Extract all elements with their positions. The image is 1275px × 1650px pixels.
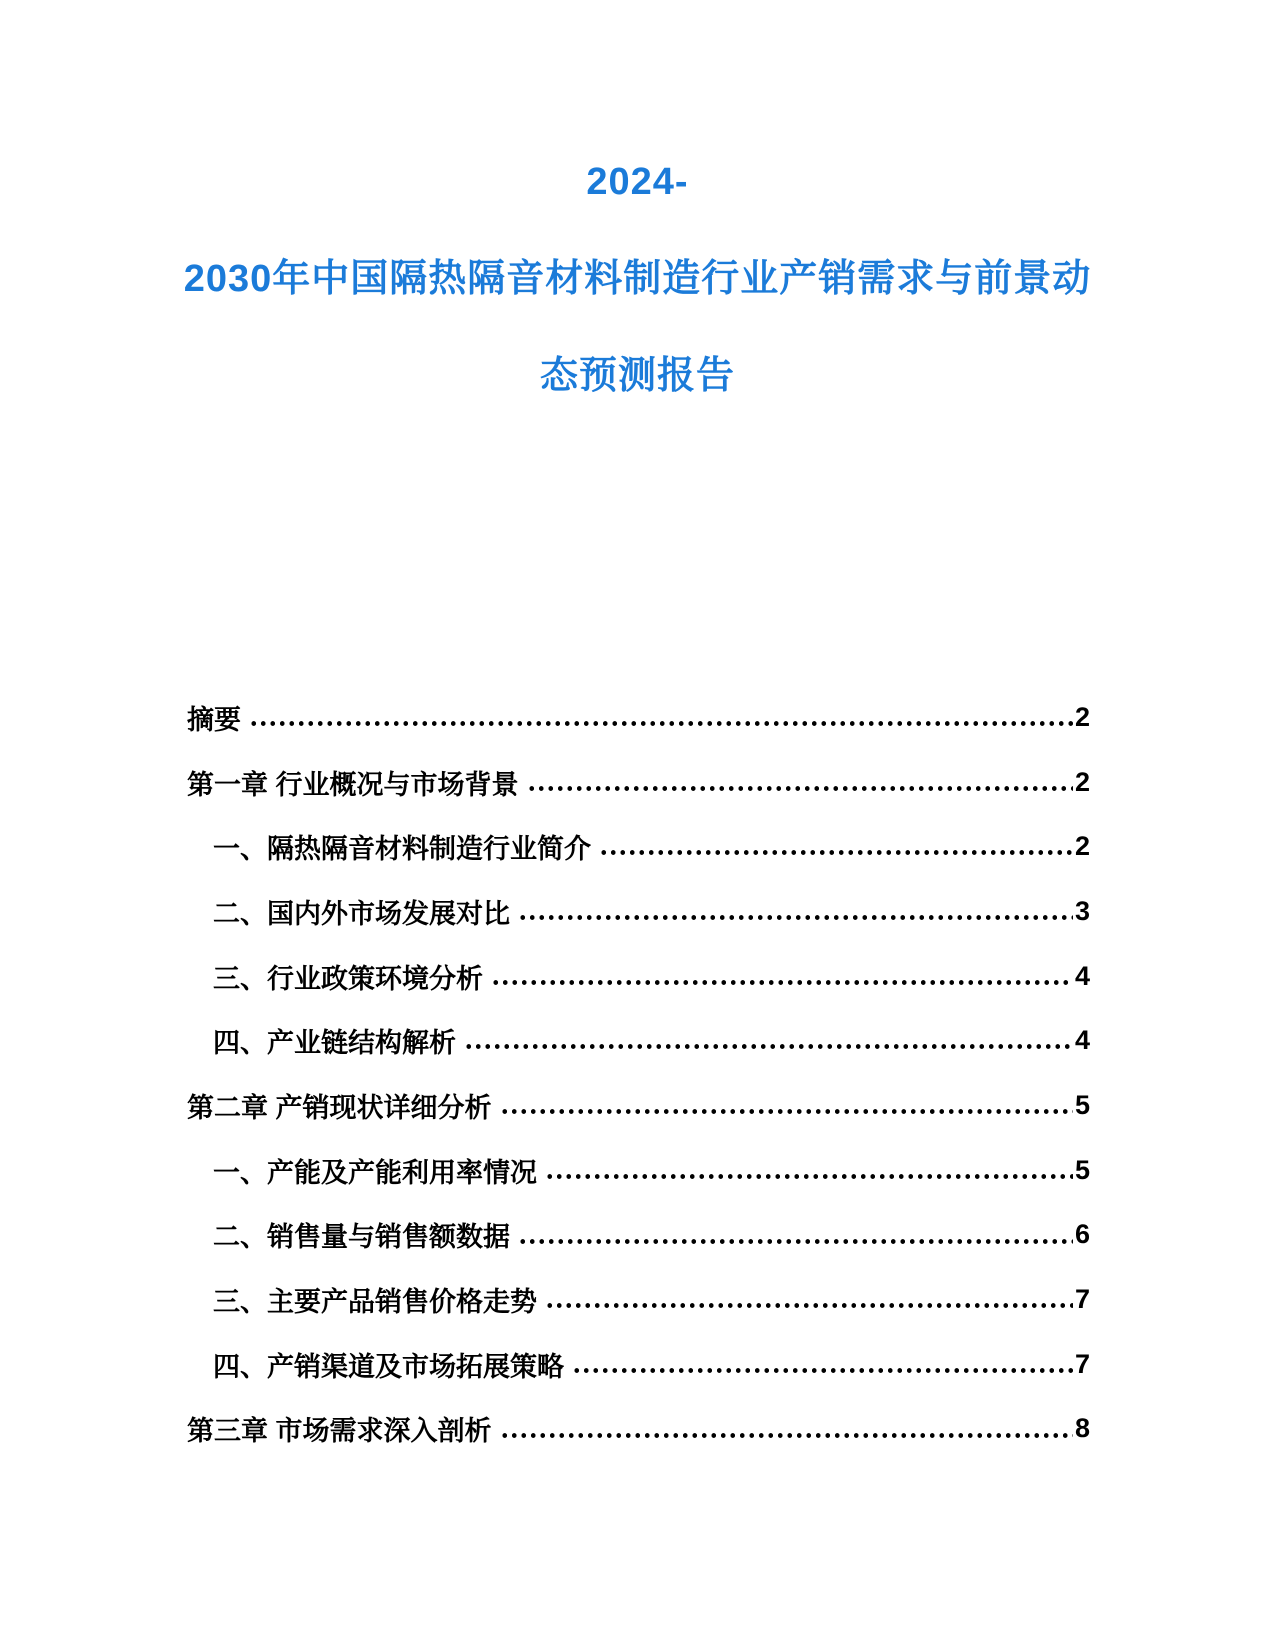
dot-leader: [500, 1415, 1073, 1442]
report-title: [92, 0, 1183, 425]
dot-leader: [249, 704, 1073, 731]
toc-entry-label: 四、产销渠道及市场拓展策略: [213, 1351, 564, 1382]
toc-entry-label: 第三章 市场需求深入剖析: [187, 1416, 492, 1447]
toc-entry-chapter-1-section-1[interactable]: [187, 814, 1090, 879]
toc-entry-chapter-1-section-2[interactable]: [187, 879, 1090, 944]
toc-entry-label: 二、销售量与销售额数据: [213, 1222, 510, 1253]
dot-leader: [464, 1027, 1073, 1054]
table-of-contents: [187, 685, 1090, 1461]
toc-entry-label: 第二章 产销现状详细分析: [187, 1092, 492, 1123]
toc-entry-label: 摘要: [187, 704, 241, 735]
dot-leader: [491, 963, 1073, 990]
dot-leader: [545, 1157, 1073, 1184]
dot-leader: [572, 1351, 1073, 1378]
dot-leader: [545, 1286, 1073, 1313]
toc-entry-page-number: 7: [1074, 1284, 1090, 1315]
toc-entry-label: 一、产能及产能利用率情况: [213, 1157, 537, 1188]
toc-entry-page-number: 5: [1074, 1154, 1090, 1185]
toc-entry-label: 三、主要产品销售价格走势: [213, 1287, 537, 1318]
toc-entry-label: 第一章 行业概况与市场背景: [187, 769, 519, 800]
toc-entry-chapter-1-section-3[interactable]: [187, 944, 1090, 1009]
toc-entry-chapter-2-section-3[interactable]: [187, 1267, 1090, 1332]
report-title-line-3: 态预测报告: [539, 355, 735, 397]
toc-entry-page-number: 3: [1074, 895, 1090, 926]
dot-leader: [599, 833, 1073, 860]
toc-entry-label: 二、国内外市场发展对比: [213, 898, 510, 929]
toc-entry-label: 四、产业链结构解析: [213, 1028, 456, 1059]
toc-entry-chapter-1-section-4[interactable]: [187, 1008, 1090, 1073]
report-title-line-2: 2030年中国隔热隔音材料制造行业产销需求与前景动: [183, 258, 1092, 300]
toc-entry-chapter-3[interactable]: [187, 1397, 1090, 1462]
toc-entry-page-number: 2: [1074, 766, 1090, 797]
toc-entry-page-number: 7: [1074, 1348, 1090, 1379]
toc-entry-page-number: 5: [1074, 1089, 1090, 1120]
toc-entry-chapter-2-section-1[interactable]: [187, 1138, 1090, 1203]
toc-entry-label: 三、行业政策环境分析: [213, 963, 483, 994]
toc-entry-page-number: 2: [1074, 701, 1090, 732]
report-title-line-1: 2024-: [586, 161, 689, 203]
toc-entry-abstract[interactable]: [187, 685, 1090, 750]
toc-entry-page-number: 6: [1074, 1219, 1090, 1250]
dot-leader: [500, 1092, 1073, 1119]
toc-entry-chapter-1[interactable]: [187, 750, 1090, 815]
toc-entry-page-number: 8: [1074, 1413, 1090, 1444]
toc-entry-page-number: 4: [1074, 960, 1090, 991]
toc-entry-page-number: 4: [1074, 1025, 1090, 1056]
toc-entry-page-number: 2: [1074, 831, 1090, 862]
toc-entry-chapter-2[interactable]: [187, 1073, 1090, 1138]
dot-leader: [527, 769, 1073, 796]
dot-leader: [518, 898, 1073, 925]
toc-entry-label: 一、隔热隔音材料制造行业简介: [213, 834, 591, 865]
toc-entry-chapter-2-section-4[interactable]: [187, 1332, 1090, 1397]
dot-leader: [518, 1221, 1073, 1248]
toc-entry-chapter-2-section-2[interactable]: [187, 1203, 1090, 1268]
